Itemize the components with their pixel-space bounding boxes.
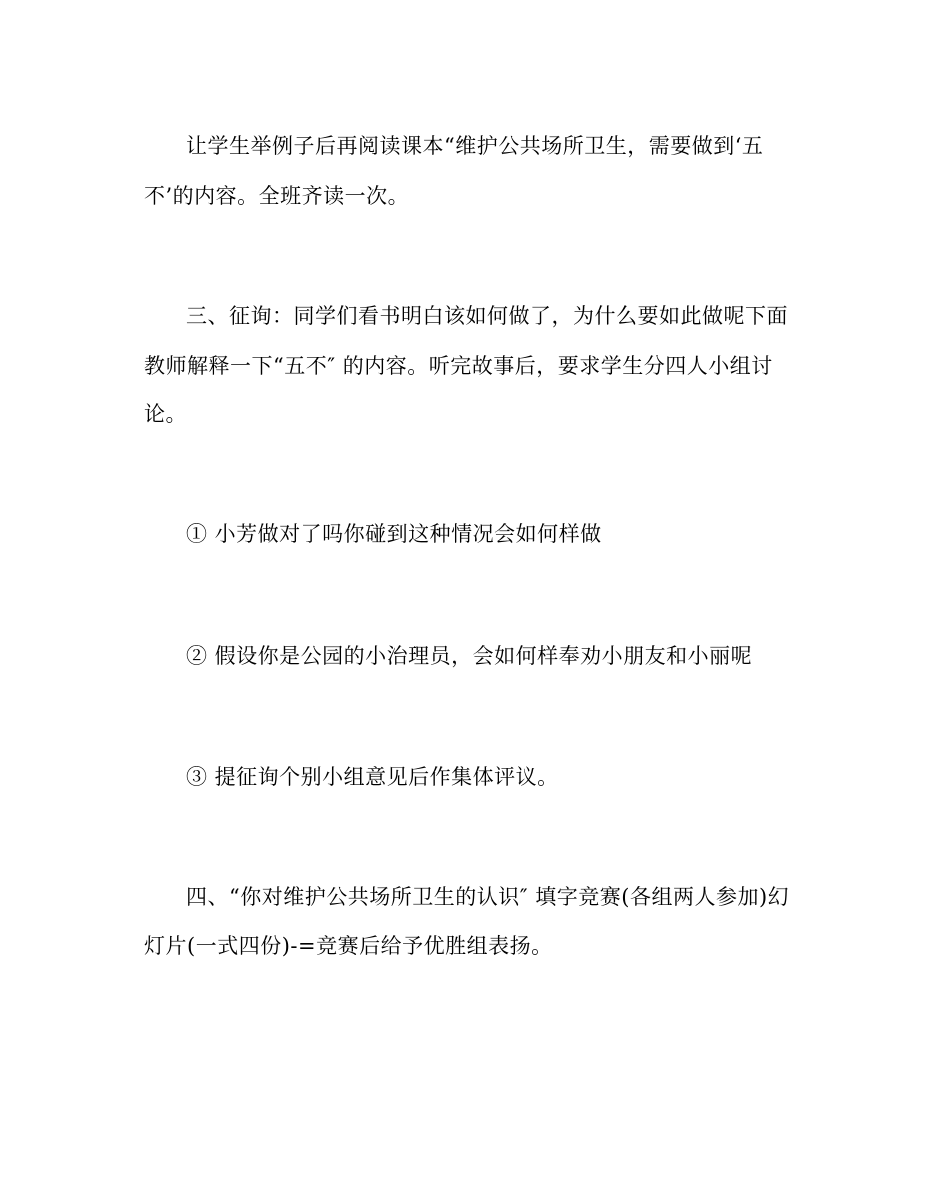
- paragraph-2-line-1: 三、征询：同学们看书明白该如何做了，为什么要如此做呢下面: [186, 304, 788, 328]
- paragraph-3-line-1: ① 小芳做对了吗你碰到这种情况会如何样做: [186, 522, 602, 546]
- paragraph-2-line-3: 论。: [144, 402, 187, 426]
- paragraph-6-line-2: 灯片(一式四份)-=竞赛后给予优胜组表扬。: [144, 934, 553, 958]
- paragraph-1-line-2: 不’的内容。全班齐读一次。: [144, 184, 410, 208]
- paragraph-1-line-1: 让学生举例子后再阅读课本“维护公共场所卫生，需要做到‘五: [186, 134, 764, 158]
- paragraph-2-line-2: 教师解释一下“五不″ 的内容。听完故事后，要求学生分四人小组讨: [144, 354, 773, 378]
- paragraph-6-line-1: 四、“你对维护公共场所卫生的认识″ 填字竞赛(各组两人参加)幻: [186, 885, 790, 909]
- paragraph-5-line-1: ③ 提征询个别小组意见后作集体评议。: [186, 765, 559, 789]
- paragraph-4-line-1: ② 假设你是公园的小治理员，会如何样奉劝小朋友和小丽呢: [186, 644, 753, 668]
